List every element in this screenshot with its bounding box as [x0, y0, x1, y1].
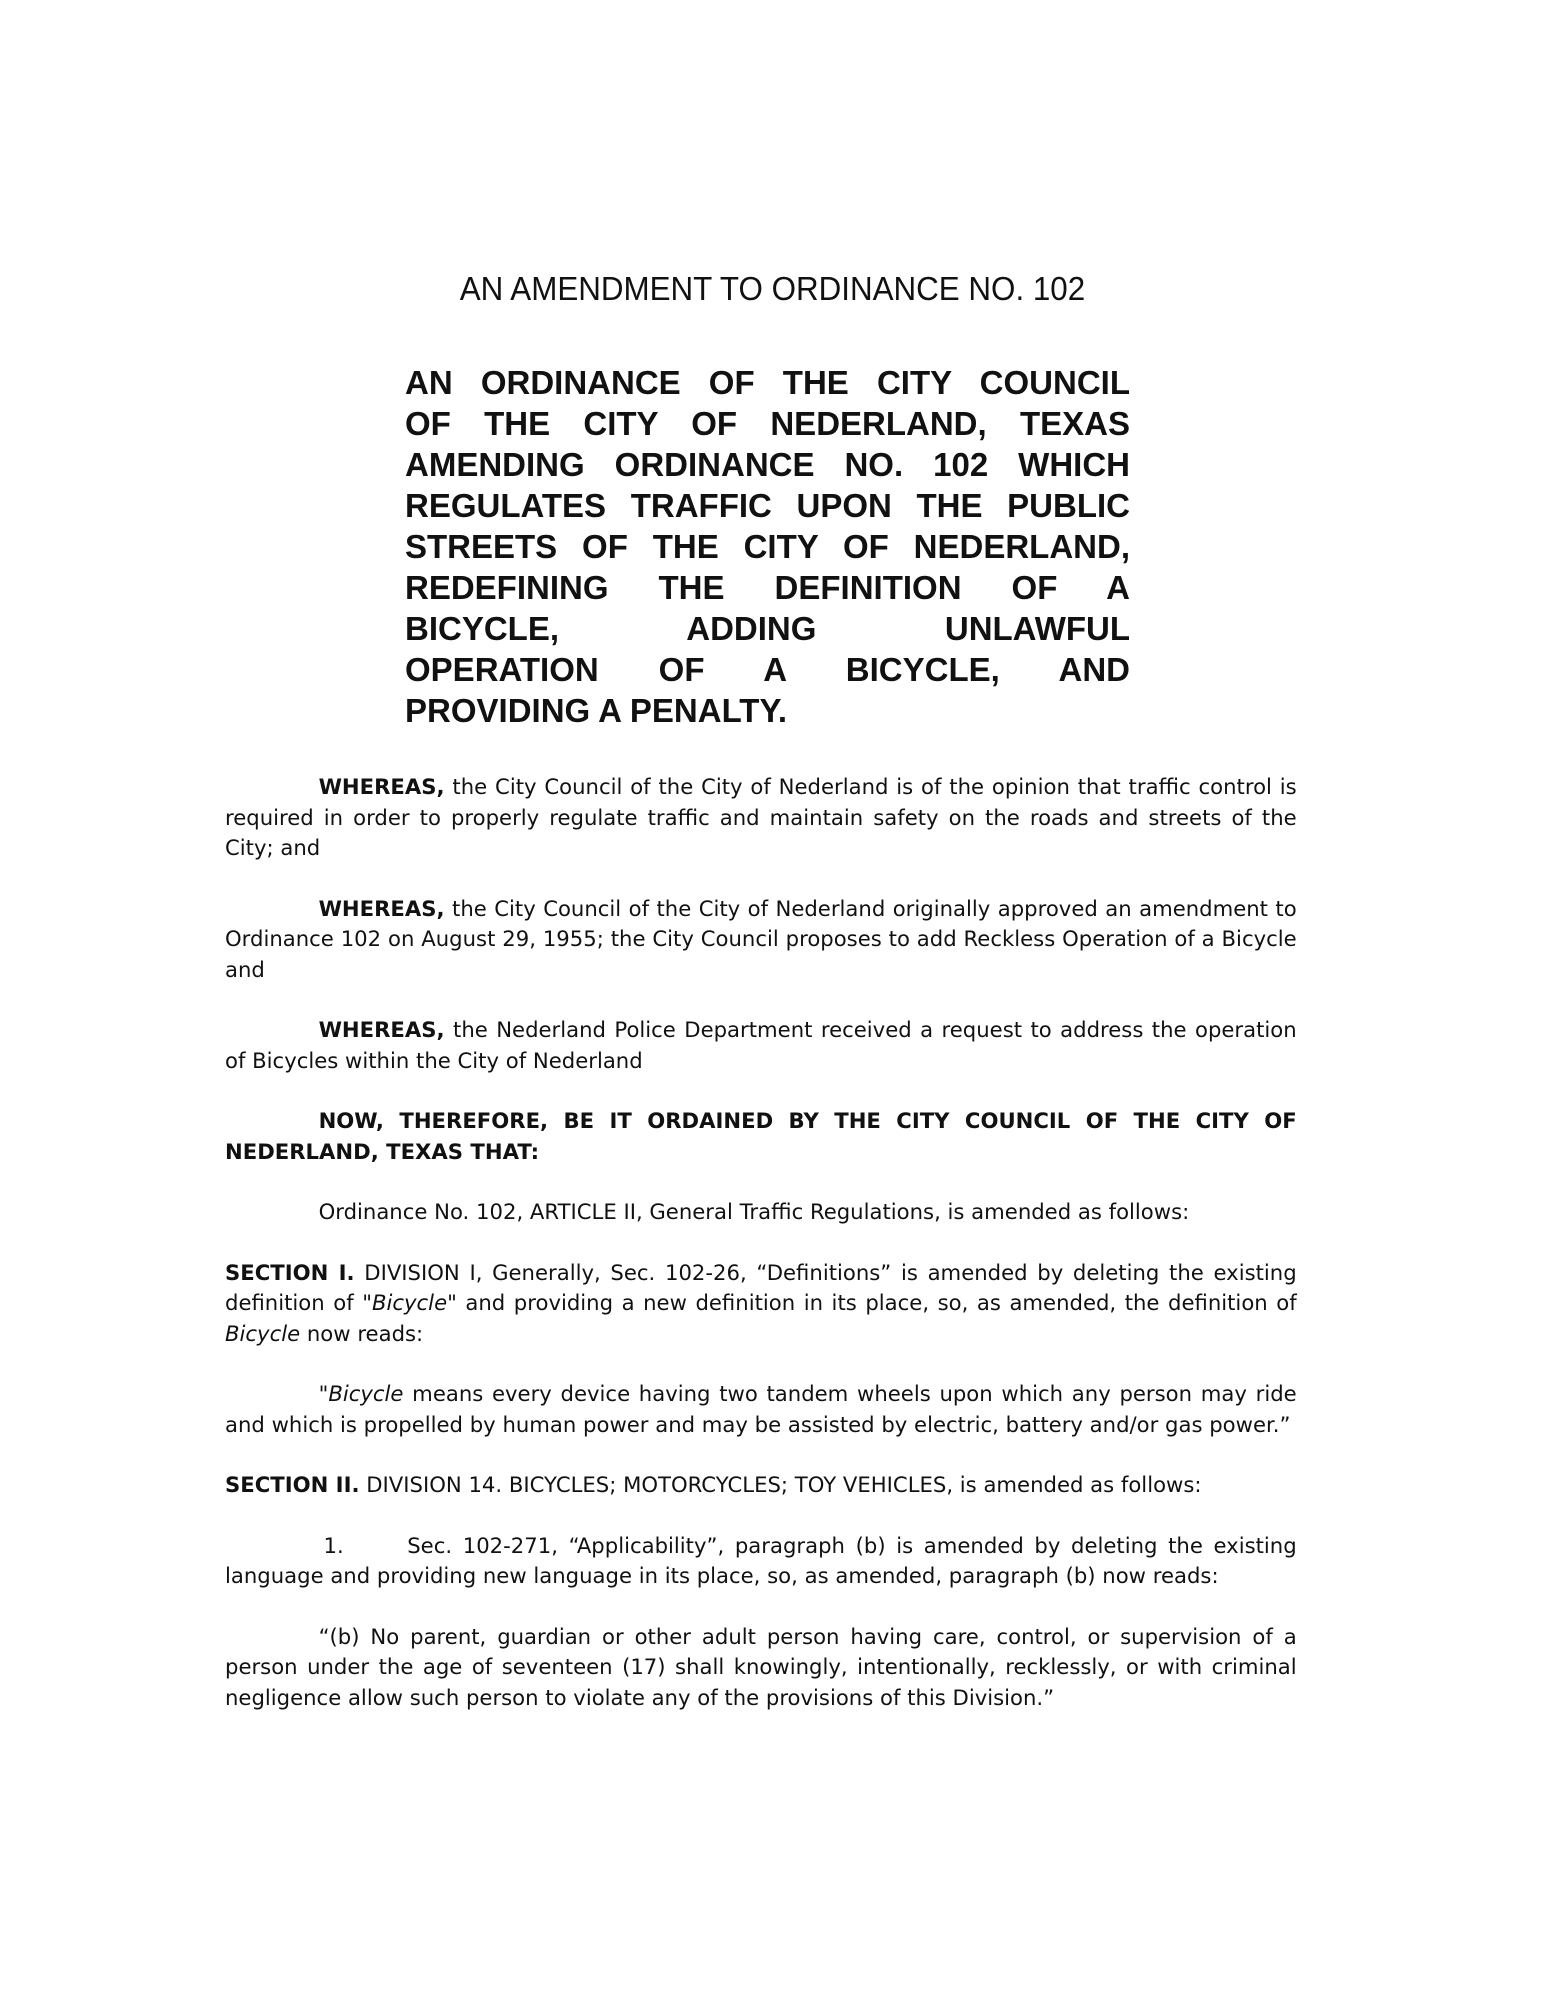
paragraph-b-text: “(b) No parent, guardian or other adult person having care, control, or supervision of a person under the age of seventeen (17) shall knowingly, intentionally, recklessly, or with criminal negligence allow such person to violate any of the provisions of this Division.”: [225, 1624, 1297, 1711]
whereas-clause: [225, 773, 1297, 865]
caption-line: AMENDING ORDINANCE NO. 102 WHICH: [405, 446, 1130, 483]
section-two: [225, 1471, 1297, 1502]
amendment-intro: [225, 1198, 1297, 1229]
ordained-text: NOW, THEREFORE, BE IT ORDAINED BY THE CITY COUNCIL OF THE CITY OF NEDERLAND, TEXAS THAT:: [225, 1109, 1297, 1165]
caption-line: PROVIDING A PENALTY.: [405, 692, 787, 729]
whereas-lead: WHEREAS,: [318, 775, 445, 800]
document-title: AN AMENDMENT TO ORDINANCE NO. 102: [459, 270, 1086, 307]
caption-line: REGULATES TRAFFIC UPON THE PUBLIC: [405, 487, 1130, 524]
section-one: [225, 1259, 1297, 1351]
bicycle-term: Bicycle: [225, 1321, 301, 1347]
intro-text: Ordinance No. 102, ARTICLE II, General Traffic Regulations, is amended as follows:: [318, 1200, 1190, 1225]
caption-line: BICYCLE, ADDING UNLAWFUL: [405, 610, 1130, 647]
whereas-text: the City Council of the City of Nederland originally approved an amendment to Ordinance 102 on August 29, 1955; the City Council proposes to add Reckless Operation of a Bicycle and: [225, 896, 1297, 983]
definition-open-quote: ": [318, 1382, 329, 1407]
item-number: 1.: [323, 1533, 344, 1559]
section-two-text: DIVISION 14. BICYCLES; MOTORCYCLES; TOY VEHICLES, is amended as follows:: [359, 1473, 1202, 1498]
caption-line: STREETS OF THE CITY OF NEDERLAND,: [405, 528, 1130, 565]
ordinance-caption: [405, 362, 1130, 731]
section-one-text: now reads:: [300, 1321, 424, 1347]
whereas-clause: [225, 895, 1297, 987]
caption-line: OPERATION OF A BICYCLE, AND: [405, 651, 1130, 688]
definition-term: Bicycle: [328, 1382, 404, 1407]
whereas-text: the City Council of the City of Nederland is of the opinion that traffic control is required in order to properly regulate traffic and maintain safety on the roads and streets of the City; and: [225, 775, 1297, 861]
bicycle-definition: [225, 1380, 1297, 1441]
section-two-lead: SECTION II.: [225, 1473, 360, 1498]
item-text: Sec. 102-271, “Applicability”, paragraph (b) is amended by deleting the existing language and providing new language in its place, so, as amended, paragraph (b) now reads:: [225, 1533, 1297, 1589]
caption-line: REDEFINING THE DEFINITION OF A: [405, 569, 1130, 606]
amendment-item-1: [225, 1532, 1297, 1593]
whereas-clause: [225, 1016, 1297, 1077]
ordained-clause: [225, 1107, 1297, 1168]
document-body: [225, 773, 1313, 1744]
caption-line: AN ORDINANCE OF THE CITY COUNCIL: [405, 364, 1130, 401]
paragraph-b: [225, 1623, 1297, 1715]
section-one-lead: SECTION I.: [225, 1260, 355, 1286]
whereas-text: the Nederland Police Department received a request to address the operation of Bicycles within the City of Nederland: [225, 1018, 1297, 1074]
whereas-lead: WHEREAS,: [318, 1018, 445, 1043]
section-one-text: DIVISION I, Generally, Sec. 102-26, “Definitions” is amended by deleting the existing definition of: [225, 1260, 1297, 1316]
whereas-lead: WHEREAS,: [318, 896, 445, 922]
section-one-text: and providing a new definition in its place, so, as amended, the definition of: [456, 1291, 1297, 1316]
caption-line: OF THE CITY OF NEDERLAND, TEXAS: [405, 405, 1130, 442]
definition-text: means every device having two tandem wheels upon which any person may ride and which is propelled by human power and may be assisted by electric, battery and/or gas power.”: [225, 1382, 1297, 1438]
bicycle-term-quoted: "Bicycle": [362, 1291, 457, 1316]
